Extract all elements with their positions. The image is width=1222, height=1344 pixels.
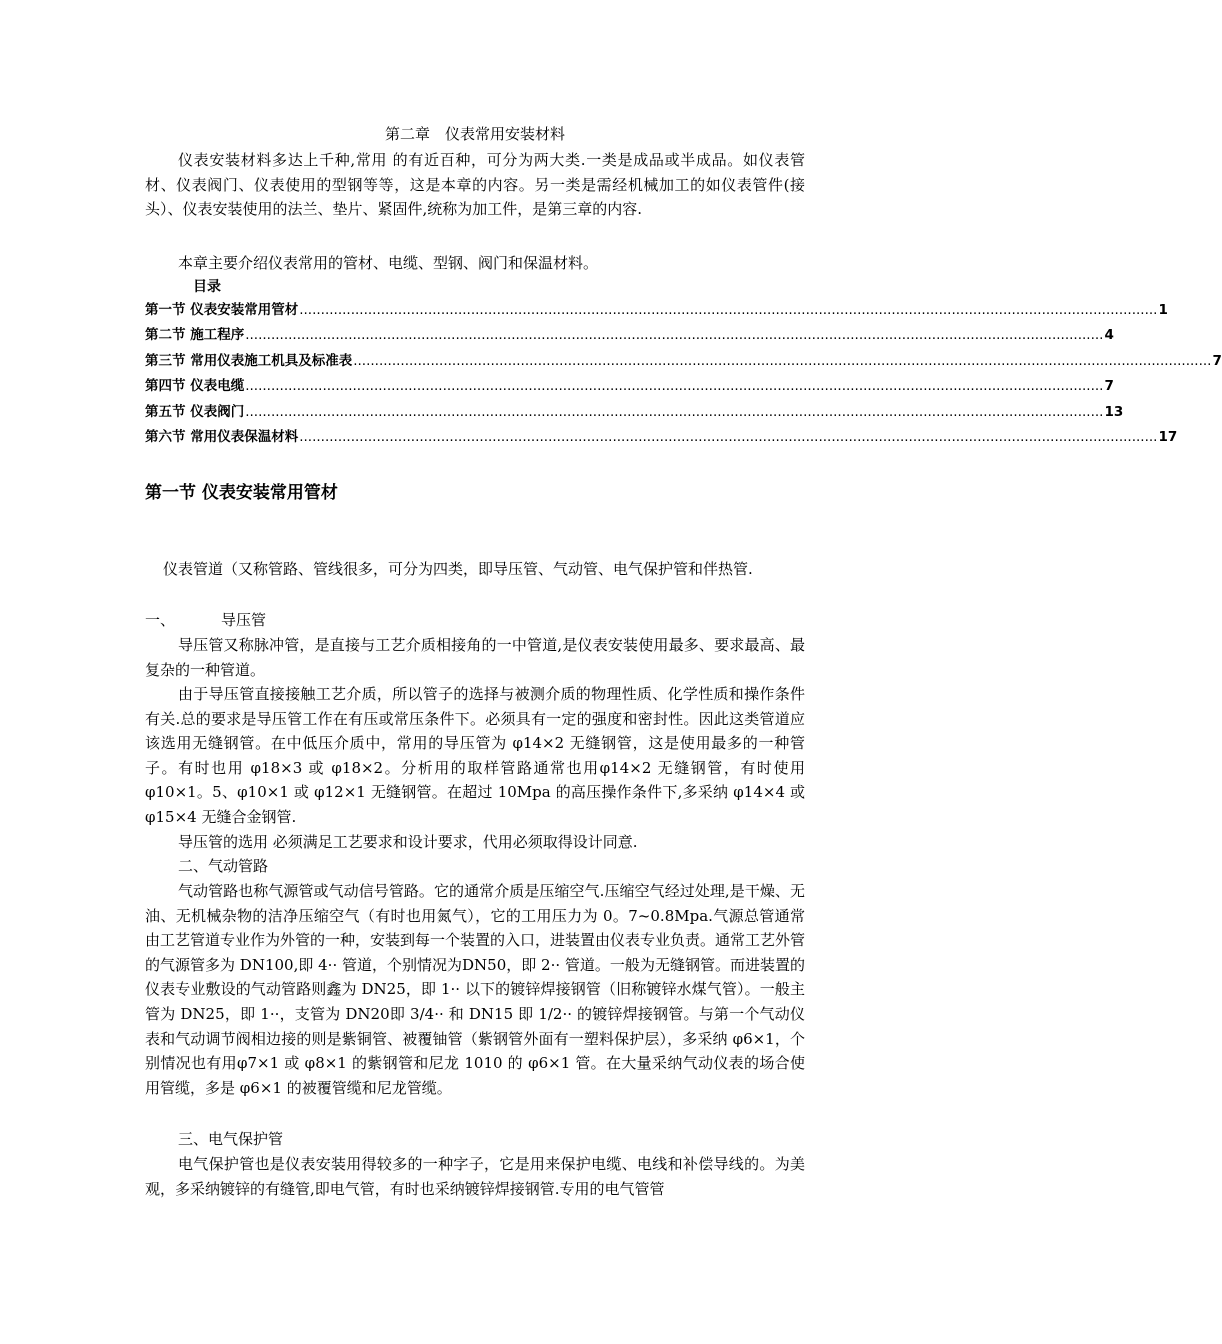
subsection-2-heading: 二、气动管路 [178,857,269,875]
toc-item-label[interactable]: 第三节 常用仪表施工机具及标准表 [145,352,353,369]
section-heading: 第一节 仪表安装常用管材 [145,483,338,503]
toc-leader: ........................................................................................................................................................................................................ [245,378,1104,395]
subsection-1-paragraph-2: 由于导压管直接接触工艺介质，所以管子的选择与被测介质的物理性质、化学性质和操作条件有关.总的要求是导压管工作在有压或常压条件下。必须具有一定的强度和密封性。因此这类管道应该选用无缝钢管。在中低压介质中，常用的导压管为 φ14×2 无缝钢管，这是使用最多的一种管子。有时也用 φ18×3 或 φ18×2。分析用的取样管路通常也用φ14×2 无缝钢管，有时使用 φ10×1。5、φ10×1 或 φ12×1 无缝钢管。在超过 10Mpa 的高压操作条件下,多采纳 φ14×4 或 φ15×4 无缝合金钢管. [145,685,805,826]
subsection-number: 一、 [145,611,176,629]
toc-leader: ........................................................................................................................................................................................................ [245,403,1104,420]
chapter-title: 第二章 仪表常用安装材料 [384,125,565,143]
toc-item-5[interactable] [145,400,1124,425]
toc-leader: ........................................................................................................................................................................................................ [299,428,1158,445]
toc-item-page: 4 [1104,327,1114,344]
toc-item-6[interactable] [145,425,1178,450]
intro-paragraph-1: 仪表安装材料多达上千种,常用 的有近百种，可分为两大类.一类是成品或半成品。如仪表管材、仪表阀门、仪表使用的型钢等等，这是本章的内容。另一类是需经机械加工的如仪表管件(接头）、仪表安装使用的法兰、垫片、紧固件,统称为加工件，是第三章的内容. [145,151,805,219]
toc-item-page: 7 [1212,352,1222,369]
toc-item-page: 17 [1158,428,1178,445]
subsection-2-paragraph-1: 气动管路也称气源管或气动信号管路。它的通常介质是压缩空气.压缩空气经过处理,是干燥、无油、无机械杂物的洁净压缩空气（有时也用氮气），它的工用压力为 0。7~0.8Mpa.气源总管通常由工艺管道专业作为外管的一种，安装到每一个装置的入口，进装置由仪表专业负责。通常工艺外管的气源管多为 DN100,即 4·· 管道，个别情况为DN50，即 2·· 管道。一般为无缝钢管。而进装置的仪表专业敷设的气动管路则鑫为 DN25，即 1·· 以下的镀锌焊接钢管（旧称镀锌水煤气管）。一般主管为 DN25，即 1··，支管为 DN20即 3/4·· 和 DN15 即 1/2·· 的镀锌焊接钢管。与第一个气动仪表和气动调节阀相边接的则是紫铜管、被覆铀管（紫钢管外面有一塑料保护层），多采纳 φ6×1，个别情况也有用φ7×1 或 φ8×1 的紫钢管和尼龙 1010 的 φ6×1 管。在大量采纳气动仪表的场合使用管缆，多是 φ6×1 的被覆管缆和尼龙管缆。 [145,882,806,1097]
toc-leader: ........................................................................................................................................................................................................ [245,327,1104,344]
toc-item-label[interactable]: 第六节 常用仪表保温材料 [145,428,299,445]
subsection-3-heading: 三、电气保护管 [178,1130,284,1148]
toc-item-label[interactable]: 第二节 施工程序 [145,327,245,344]
subsection-1-paragraph-3: 导压管的选用 必须满足工艺要求和设计要求，代用必须取得设计同意. [178,833,638,851]
table-of-contents [145,298,1222,450]
toc-item-label[interactable]: 第五节 仪表阀门 [145,403,245,420]
toc-item-page: 1 [1158,302,1168,318]
subsection-3-paragraph-1: 电气保护管也是仪表安装用得较多的一种字子，它是用来保护电缆、电线和补偿导线的。为美观，多采纳镀锌的有缝管,即电气管，有时也采纳镀锌焊接钢管.专用的电气管管 [145,1155,805,1198]
toc-item-3[interactable] [145,349,1222,374]
toc-item-page: 13 [1104,403,1124,420]
toc-item-page: 7 [1104,378,1114,395]
subsection-1-heading [145,609,266,630]
toc-title: 目录 [193,279,221,295]
intro-paragraph-2: 本章主要介绍仪表常用的管材、电缆、型钢、阀门和保温材料。 [178,254,599,272]
toc-leader: ........................................................................................................................................................................................................ [353,352,1212,369]
toc-item-label[interactable]: 第一节 仪表安装常用管材 [145,302,299,318]
toc-item-2[interactable] [145,323,1114,348]
toc-item-label[interactable]: 第四节 仪表电缆 [145,378,245,395]
toc-leader: ........................................................................................................................................................................................................ [299,302,1158,318]
section-intro-paragraph: 仪表管道（又称管路、管线很多，可分为四类，即导压管、气动管、电气保护管和伴热管. [163,560,753,578]
subsection-1-paragraph-1: 导压管又称脉冲管，是直接与工艺介质相接角的一中管道,是仪表安装使用最多、要求最高、最复杂的一种管道。 [145,636,805,679]
toc-item-4[interactable] [145,374,1114,399]
toc-item-1[interactable] [145,298,1168,323]
subsection-title: 导压管 [221,611,267,629]
